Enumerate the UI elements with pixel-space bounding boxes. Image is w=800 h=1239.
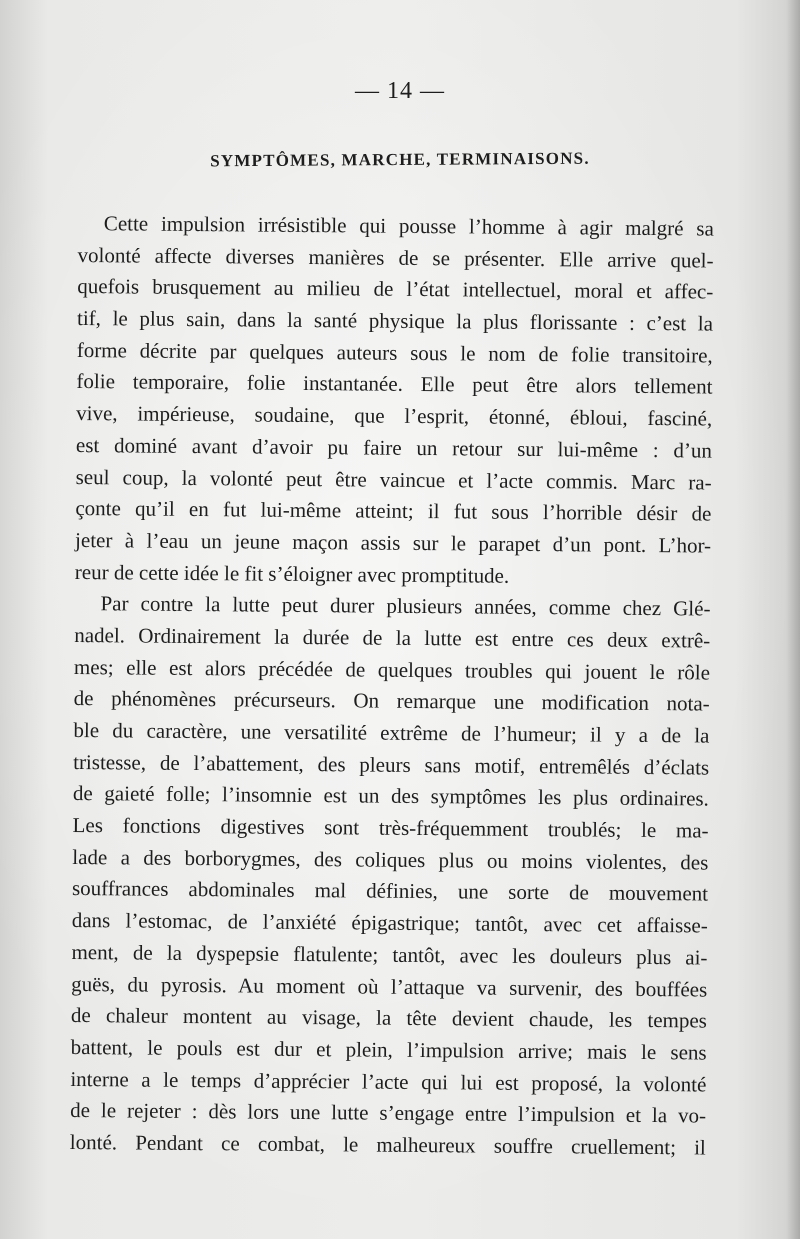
text-line: Les fonctions digestives sont très-fréquemment troublés; le ma- <box>72 813 709 843</box>
text-line: interne a le temps d’apprécier l’acte qui lui est proposé, la volonté <box>70 1066 707 1097</box>
text-line: ment, de la dyspepsie flatulente; tantôt, avec les douleurs plus ai- <box>71 939 708 970</box>
text-line: tristesse, de l’abattement, des pleurs sans motif, entremêlés d’éclats <box>73 749 710 780</box>
text-line: jeter à l’eau un jeune maçon assis sur le parapet d’un pont. L’hor- <box>74 527 712 558</box>
text-line: de phénomènes précurseurs. On remarque une modification nota- <box>73 686 710 716</box>
text-line: ble du caractère, une versatilité extrême de l’humeur; il y a de la <box>73 717 710 748</box>
text-line: mes; elle est alors précédée de quelques troubles qui jouent le rôle <box>73 654 711 685</box>
text-line: seul coup, la volonté peut être vaincue et l’acte commis. Marc ra- <box>75 464 712 495</box>
text-line: lonté. Pendant ce combat, le malheureux souffre cruellement; il <box>69 1129 706 1160</box>
text-line: de chaleur montent au visage, la tête devient chaude, les tempes <box>70 1003 708 1033</box>
text-line: de le rejeter : dès lors une lutte s’engage entre l’impulsion et la vo- <box>70 1098 707 1128</box>
text-line: souffrances abdominales mal définies, une sorte de mouvement <box>71 876 709 906</box>
text-line: dans l’estomac, de l’anxiété épigastrique; tantôt, avec cet affaisse- <box>71 908 708 938</box>
text-line: est dominé avant d’avoir pu faire un retour sur lui-même : d’un <box>75 432 713 463</box>
text-line: quefois brusquement au milieu de l’état intellectuel, moral et affec- <box>77 274 714 304</box>
text-line: reur de cette idée le fit s’éloigner avec promptitude. <box>74 559 510 588</box>
body-text <box>70 208 714 1164</box>
text-line: guës, du pyrosis. Au moment où l’attaque va survenir, des bouffées <box>71 971 708 1002</box>
text-line: lade a des borborygmes, des coliques plus ou moins violentes, des <box>72 844 709 875</box>
text-line: Cette impulsion irrésistible qui pousse l’homme à agir malgré sa <box>103 211 714 241</box>
section-heading: SYMPTÔMES, MARCHE, TERMINAISONS. <box>210 148 590 171</box>
text-line: Par contre la lutte peut durer plusieurs années, comme chez Glé- <box>100 591 711 621</box>
page-number: — 14 — <box>355 78 445 104</box>
text-line: volonté affecte diverses manières de se présenter. Elle arrive quel- <box>77 242 714 273</box>
text-line: folie temporaire, folie instantanée. Elle peut être alors tellement <box>76 369 713 399</box>
text-line: çonte qu’il en fut lui-même atteint; il fut sous l’horrible désir de <box>75 496 712 526</box>
text-line: de gaieté folle; l’insomnie est un des symptômes les plus ordinaires. <box>72 781 709 811</box>
text-line: tif, le plus sain, dans la santé physique la plus florissante : c’est la <box>76 306 714 336</box>
text-line: nadel. Ordinairement la durée de la lutte est entre ces deux extrê- <box>74 622 711 653</box>
text-line: battent, le pouls est dur et plein, l’impulsion arrive; mais le sens <box>70 1034 707 1065</box>
text-line: forme décrite par quelques auteurs sous le nom de folie transitoire, <box>76 337 713 368</box>
text-line: vive, impérieuse, soudaine, que l’esprit, étonné, ébloui, fasciné, <box>76 401 713 431</box>
